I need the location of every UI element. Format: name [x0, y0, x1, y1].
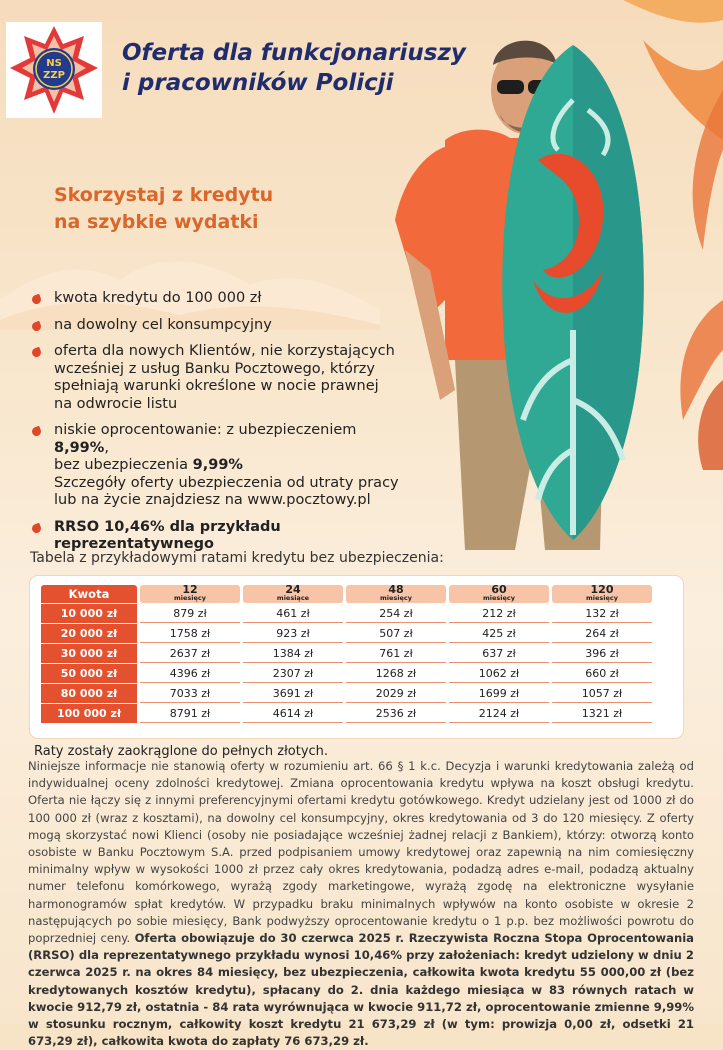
bullet-loan-amount: kwota kredytu do 100 000 zł: [30, 290, 400, 308]
surfboard-illustration: [478, 40, 653, 545]
rate-cell: 2029 zł: [346, 684, 446, 703]
rate-cell: 7033 zł: [140, 684, 240, 703]
kwota-cell: 10 000 zł: [41, 604, 137, 623]
table-row: [41, 624, 652, 643]
kwota-header: Kwota: [41, 585, 137, 603]
rate-cell: 132 zł: [552, 604, 652, 623]
kwota-cell: 20 000 zł: [41, 624, 137, 643]
term-header: 48 miesięcy: [346, 585, 446, 603]
interest-rate-uninsured: 9,99%: [192, 457, 243, 473]
rate-cell: 1321 zł: [552, 704, 652, 723]
rate-cell: 923 zł: [243, 624, 343, 643]
rates-table: [38, 584, 655, 724]
police-star-logo-icon: [6, 22, 102, 118]
interest-text-pre: niskie oprocentowanie: z ubezpieczeniem: [54, 422, 357, 438]
rate-cell: 1268 zł: [346, 664, 446, 683]
term-header: 12 miesięcy: [140, 585, 240, 603]
rate-cell: 507 zł: [346, 624, 446, 643]
rate-cell: 4614 zł: [243, 704, 343, 723]
bullet-interest: niskie oprocentowanie: z ubezpieczeniem 8,99%, bez ubezpieczenia 9,99% Szczegóły oferty ubezpieczenia od utraty pracy lub na życie znajdziesz na www.pocztowy.pl: [30, 422, 400, 510]
rate-cell: 1758 zł: [140, 624, 240, 643]
rate-cell: 2536 zł: [346, 704, 446, 723]
table-row: [41, 604, 652, 623]
rate-cell: 879 zł: [140, 604, 240, 623]
legal-text-bold: Oferta obowiązuje do 30 czerwca 2025 r. Rzeczywista Roczna Stopa Oprocentowania (RRSO) dla reprezentatywnego przykładu wynosi 10,46% przy założeniach: kredyt udzielony w dniu 2 czerwca 2025 r. na okres 84 miesięcy, bez ubezpieczenia, całkowita kwota kredytu 55 000,00 zł (bez kredytowanych kosztów kredytu), spłacany do 2. dnia każdego miesiąca w 83 równych ratach w kwocie 912,79 zł, ostatnia - 84 rata wyrównująca w kwocie 911,72 zł, oprocentowanie zmienne 9,99% w stosunku rocznym, całkowity koszt kredytu 21 673,29 zł (w tym: prowizja 0,00 zł, odsetki 21 673,29 zł), całkowita kwota do zapłaty 76 673,29 zł.: [28, 931, 695, 1049]
rate-cell: 212 zł: [449, 604, 549, 623]
bullet-rrso: RRSO 10,46% dla przykładu reprezentatywnego: [30, 519, 400, 554]
rate-cell: 2307 zł: [243, 664, 343, 683]
bullet-purpose: na dowolny cel konsumpcyjny: [30, 317, 400, 335]
rate-cell: 254 zł: [346, 604, 446, 623]
interest-rate-insured: 8,99%: [54, 439, 105, 456]
promo-heading: [54, 182, 273, 236]
table-caption: Tabela z przykładowymi ratami kredytu bez ubezpieczenia:: [30, 550, 444, 566]
page-title: [122, 38, 466, 98]
rate-cell: 1062 zł: [449, 664, 549, 683]
title-line-2: i pracowników Policji: [122, 70, 394, 96]
legal-text-regular: Niniejsze informacje nie stanowią oferty w rozumieniu art. 66 § 1 k.c. Decyzja i warunki kredytowania zależą od indywidualnej oceny zdolności kredytowej. Zmiana oprocentowania kredytu wpływa na koszt obsługi kredytu. Oferta nie łączy się z innymi preferencyjnymi ofertami kredytu gotówkowego. Kredyt udzielany jest od 1000 zł do 100 000 zł (wraz z kosztami), na dowolny cel konsumpcyjny, okres kredytowania od 3 do 120 miesięcy. Z oferty mogą skorzystać nowi Klienci (osoby nie posiadające wcześniej żadnej relacji z Bankiem), którzy: otworzą konto osobiste w Banku Pocztowym S.A. przed podpisaniem umowy kredytowej oraz zapewnią na nim comiesięczny minimalny wpływ w wysokości 1000 zł przez cały okres kredytowania, podadzą adres e-mail, podadzą aktualny numer telefonu komórkowego, wyrażą zgody marketingowe, wyrażą zgodę na elektroniczne wysyłanie harmonogramów spłat kredytów. W przypadku braku minimalnych wpływów na konto osobiste w okresie 2 następujących po sobie miesięcy, Bank podwyższy oprocentowanie kredytu o 1 p.p. bez możliwości powrotu do poprzedniej ceny.: [28, 759, 694, 946]
table-footnote: Raty zostały zaokrąglone do pełnych złotych.: [34, 744, 329, 759]
rate-cell: 4396 zł: [140, 664, 240, 683]
table-row: [41, 704, 652, 723]
title-line-1: Oferta dla funkcjonariuszy: [122, 40, 466, 66]
term-header: 120 miesięcy: [552, 585, 652, 603]
interest-text-post: Szczegóły oferty ubezpieczenia od utraty pracy lub na życie znajdziesz na www.pocztowy.pl: [54, 474, 399, 508]
bullet-new-clients: oferta dla nowych Klientów, nie korzystających wcześniej z usług Banku Pocztowego, którzy spełniają warunki określone w nocie prawnej na odwrocie listu: [30, 343, 400, 413]
term-header: 60 miesięcy: [449, 585, 549, 603]
kwota-cell: 100 000 zł: [41, 704, 137, 723]
rate-cell: 2637 zł: [140, 644, 240, 663]
table-row: [41, 644, 652, 663]
rate-cell: 396 zł: [552, 644, 652, 663]
term-header: 24 miesiące: [243, 585, 343, 603]
rate-cell: 461 zł: [243, 604, 343, 623]
svg-text:NS: NS: [46, 58, 62, 69]
table-row: [41, 664, 652, 683]
rate-cell: 637 zł: [449, 644, 549, 663]
table-row: [41, 684, 652, 703]
rate-cell: 1384 zł: [243, 644, 343, 663]
nszzp-logo: [6, 22, 102, 118]
table-header-row: [41, 585, 652, 603]
kwota-cell: 50 000 zł: [41, 664, 137, 683]
rate-cell: 1699 zł: [449, 684, 549, 703]
rate-cell: 425 zł: [449, 624, 549, 643]
rates-table-box: [30, 576, 683, 738]
rate-cell: 3691 zł: [243, 684, 343, 703]
rate-cell: 761 zł: [346, 644, 446, 663]
rate-cell: 8791 zł: [140, 704, 240, 723]
kwota-cell: 30 000 zł: [41, 644, 137, 663]
legal-note: [28, 758, 694, 1050]
rate-cell: 264 zł: [552, 624, 652, 643]
rate-cell: 1057 zł: [552, 684, 652, 703]
interest-text-mid: bez ubezpieczenia: [54, 457, 193, 473]
kwota-cell: 80 000 zł: [41, 684, 137, 703]
promo-line-1: Skorzystaj z kredytu: [54, 184, 274, 206]
svg-text:ZZP: ZZP: [43, 70, 65, 81]
offer-bullet-list: [30, 290, 400, 563]
promo-line-2: na szybkie wydatki: [54, 211, 259, 233]
rate-cell: 2124 zł: [449, 704, 549, 723]
rate-cell: 660 zł: [552, 664, 652, 683]
